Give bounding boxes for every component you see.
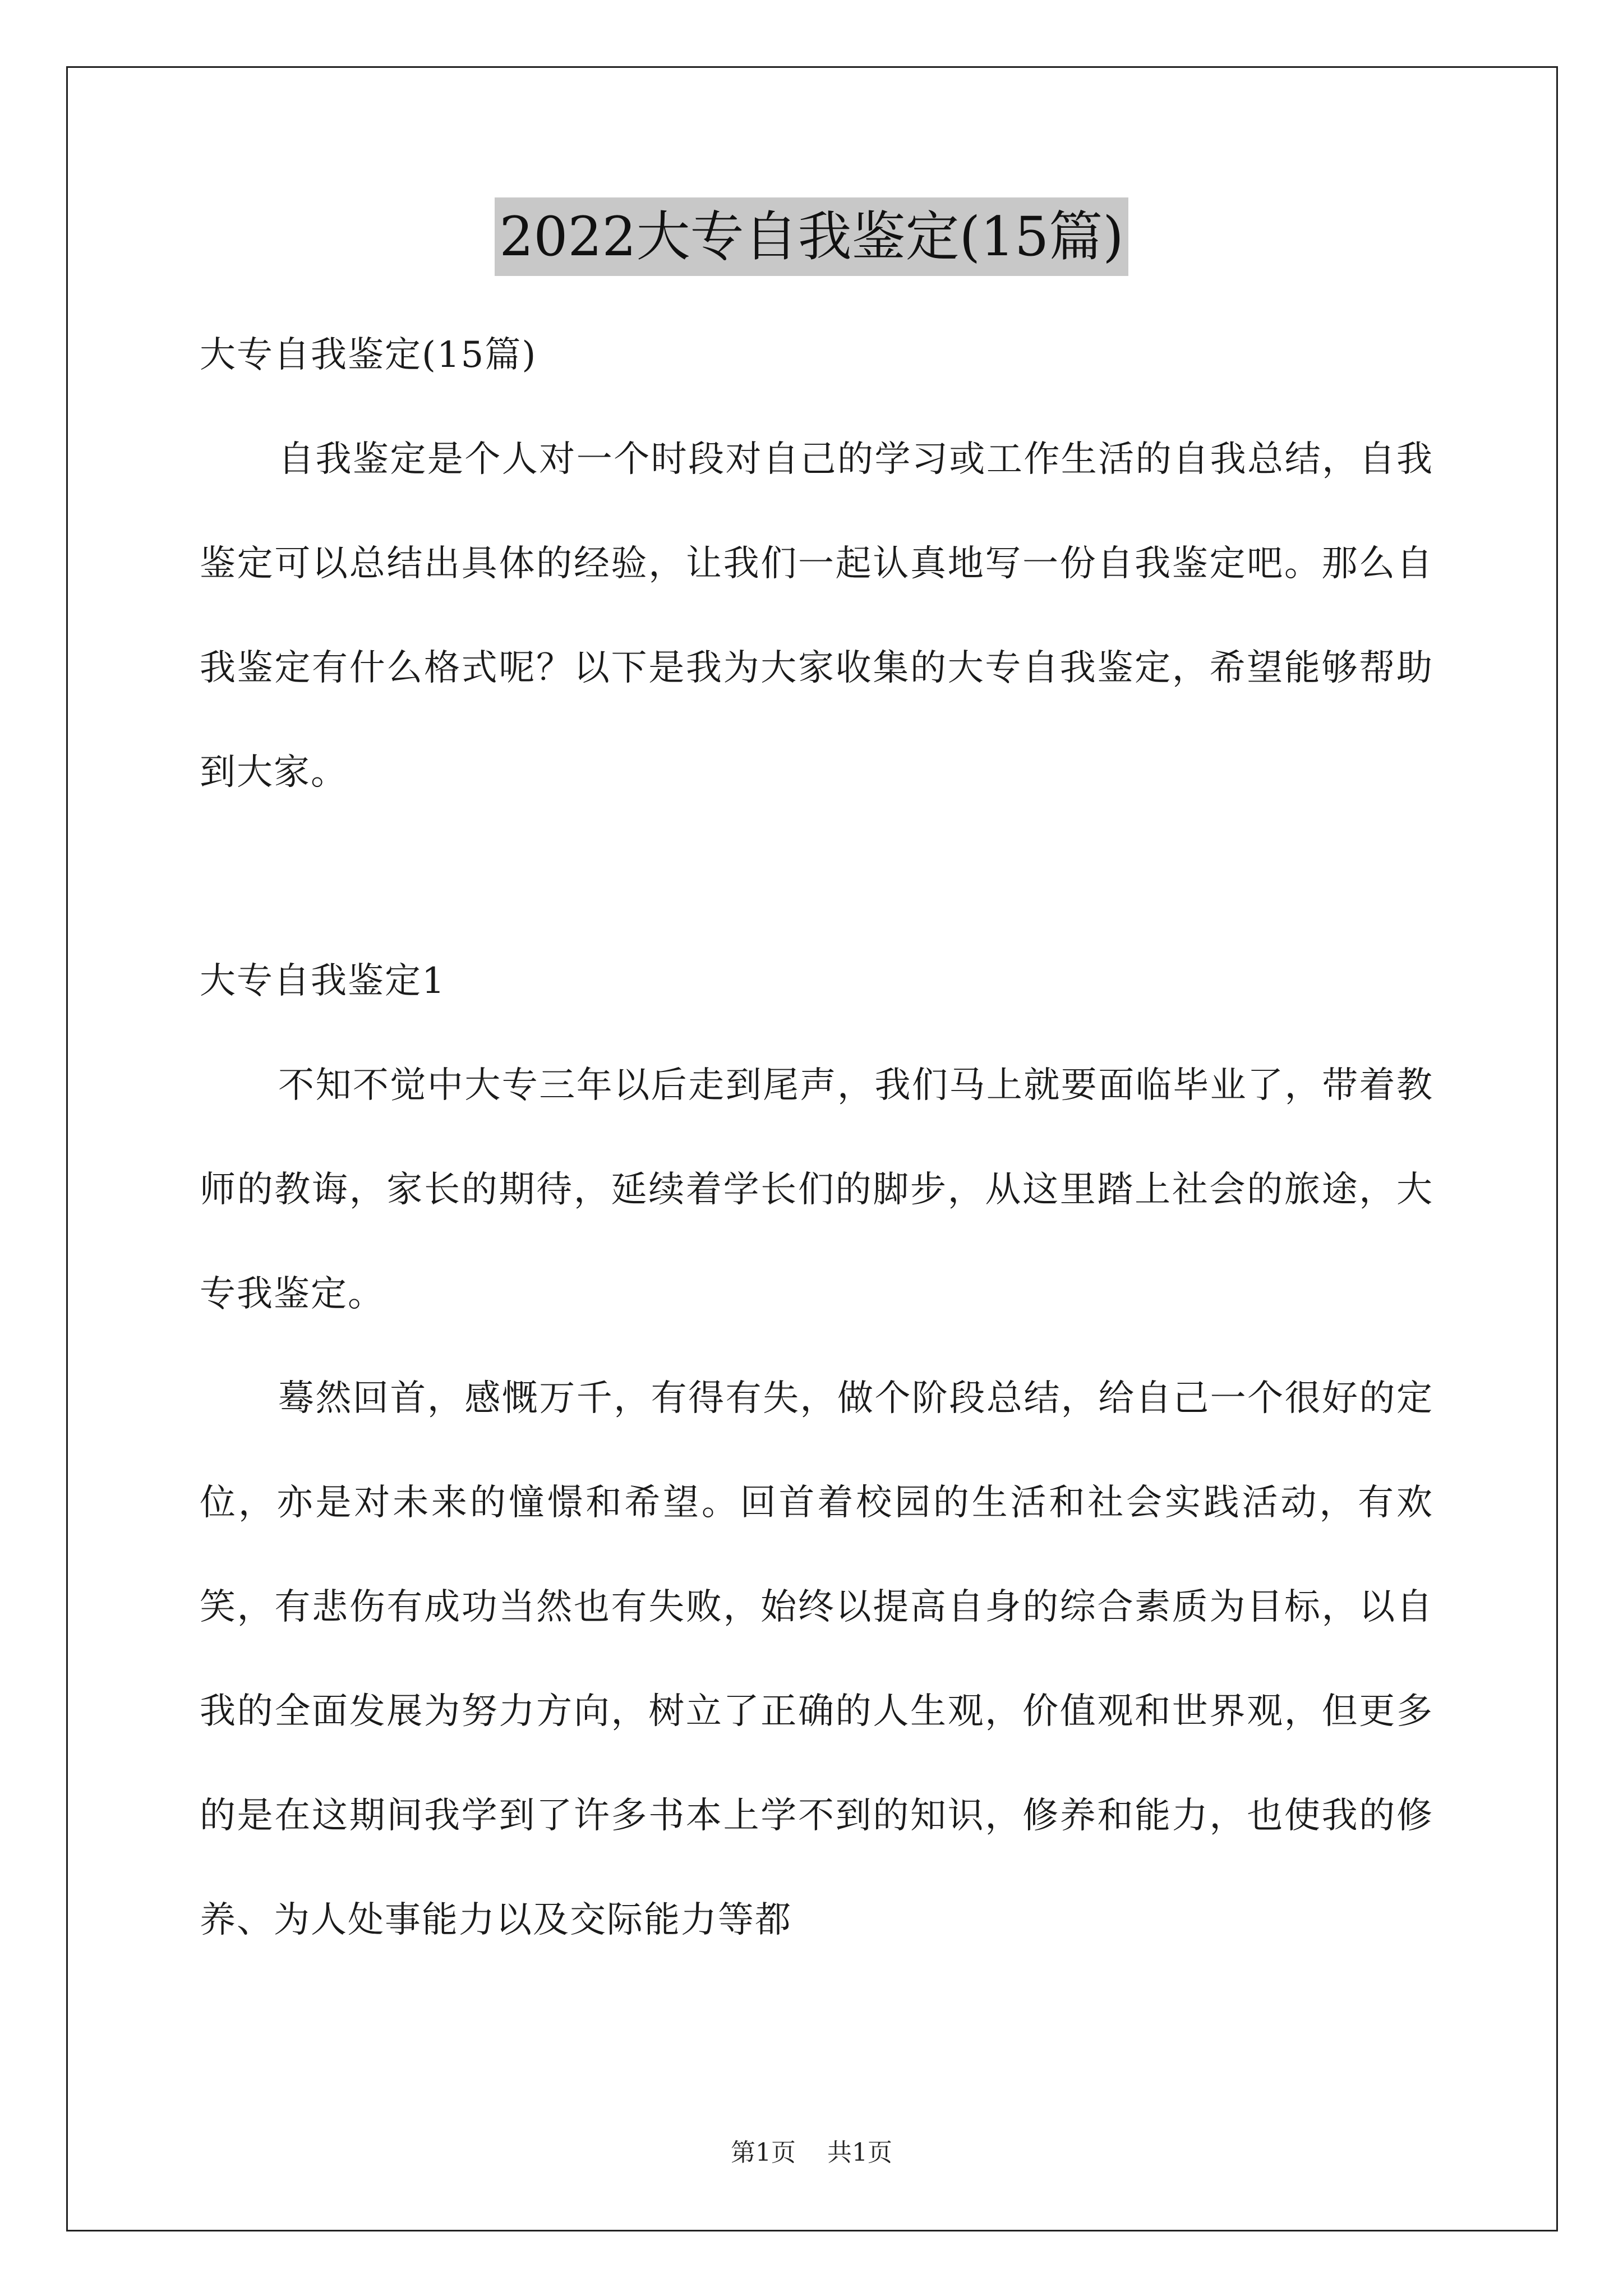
intro-paragraph: 自我鉴定是个人对一个时段对自己的学习或工作生活的自我总结，自我鉴定可以总结出具体的经验，让我们一起认真地写一份自我鉴定吧。那么自我鉴定有什么格式呢？以下是我为大家收集的大专自我鉴定，希望能够帮助到大家。 <box>200 439 1433 793</box>
document-body <box>200 303 1433 1972</box>
body-paragraph-1: 不知不觉中大专三年以后走到尾声，我们马上就要面临毕业了，带着教师的教诲，家长的期待，延续着学长们的脚步，从这里踏上社会的旅途，大专我鉴定。 <box>200 1065 1433 1315</box>
section-spacer <box>200 825 1433 929</box>
page-total: 共1页 <box>827 2138 892 2167</box>
document-title: 2022大专自我鉴定(15篇) <box>495 197 1128 276</box>
title-container <box>0 197 1623 276</box>
body-paragraph-2: 蓦然回首，感慨万千，有得有失，做个阶段总结，给自己一个很好的定位，亦是对未来的憧憬和希望。回首着校园的生活和社会实践活动，有欢笑，有悲伤有成功当然也有失败，始终以提高自身的综合素质为目标，以自我的全面发展为努力方向，树立了正确的人生观，价值观和世界观，但更多的是在这期间我学到了许多书本上学不到的知识，修养和能力，也使我的修养、为人处事能力以及交际能力等都 <box>200 1378 1433 1941</box>
section-heading: 大专自我鉴定1 <box>200 960 446 1002</box>
page-footer <box>0 2136 1623 2170</box>
subtitle: 大专自我鉴定(15篇) <box>200 334 537 376</box>
page-number: 第1页 <box>731 2138 796 2167</box>
